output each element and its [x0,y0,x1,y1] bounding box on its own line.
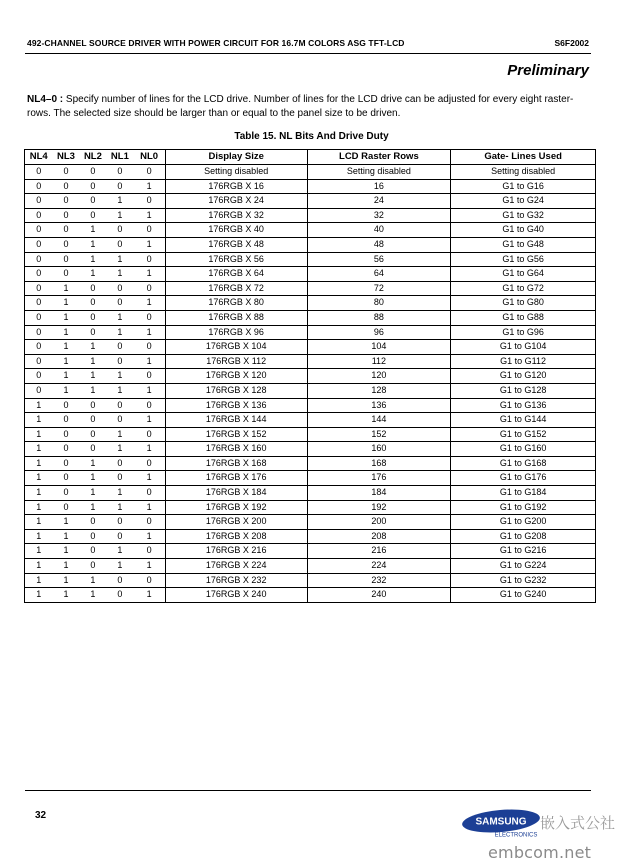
nl3-cell: 0 [52,500,79,515]
gate-lines-cell: G1 to G24 [451,194,596,209]
raster-rows-cell: 32 [307,208,451,223]
nl4-cell: 1 [25,529,53,544]
raster-rows-cell: 96 [307,325,451,340]
nl4-cell: 0 [25,296,53,311]
col-header-nl4: NL4 [25,150,53,165]
gate-lines-cell: G1 to G208 [451,529,596,544]
nl3-cell: 1 [52,281,79,296]
raster-rows-cell: 144 [307,413,451,428]
table-row [25,194,596,209]
display-size-cell: 176RGB X 160 [165,442,307,457]
nl1-cell: 0 [106,237,133,252]
gate-lines-cell: G1 to G120 [451,369,596,384]
raster-rows-cell: 136 [307,398,451,413]
nl4-cell: 1 [25,427,53,442]
nl0-cell: 0 [133,310,165,325]
table-row [25,515,596,530]
nl3-cell: 1 [52,529,79,544]
table-row [25,369,596,384]
nl3-cell: 0 [52,486,79,501]
nl2-cell: 0 [79,398,106,413]
col-header-nl0: NL0 [133,150,165,165]
nl3-cell: 0 [52,179,79,194]
nl1-cell: 1 [106,427,133,442]
nl4-cell: 0 [25,369,53,384]
nl3-cell: 0 [52,194,79,209]
nl4-cell: 1 [25,486,53,501]
nl2-cell: 1 [79,340,106,355]
nl1-cell: 0 [106,354,133,369]
nl0-cell: 0 [133,165,165,180]
table-row [25,588,596,603]
nl2-cell: 0 [79,208,106,223]
nl4-cell: 1 [25,500,53,515]
display-size-cell: 176RGB X 32 [165,208,307,223]
nl3-cell: 1 [52,310,79,325]
nl4-cell: 0 [25,208,53,223]
gate-lines-cell: G1 to G184 [451,486,596,501]
table-row [25,296,596,311]
logo-subtext: ELECTRONICS [494,832,538,838]
nl1-cell: 1 [106,486,133,501]
table-row [25,442,596,457]
gate-lines-cell: Setting disabled [451,165,596,180]
samsung-logo [461,808,541,838]
display-size-cell: 176RGB X 144 [165,413,307,428]
display-size-cell: Setting disabled [165,165,307,180]
table-row [25,500,596,515]
nl3-cell: 0 [52,165,79,180]
nl1-cell: 0 [106,179,133,194]
col-header-raster-rows: LCD Raster Rows [307,150,451,165]
nl2-cell: 0 [79,194,106,209]
nl2-cell: 0 [79,515,106,530]
display-size-cell: 176RGB X 168 [165,456,307,471]
raster-rows-cell: Setting disabled [307,165,451,180]
nl4-cell: 1 [25,398,53,413]
raster-rows-cell: 56 [307,252,451,267]
header-divider [25,53,591,54]
table-row [25,383,596,398]
gate-lines-cell: G1 to G200 [451,515,596,530]
nl1-cell: 1 [106,442,133,457]
table-row [25,208,596,223]
raster-rows-cell: 64 [307,267,451,282]
part-number: S6F2002 [554,38,589,48]
gate-lines-cell: G1 to G88 [451,310,596,325]
nl1-cell: 1 [106,369,133,384]
nl3-cell: 0 [52,398,79,413]
gate-lines-cell: G1 to G48 [451,237,596,252]
gate-lines-cell: G1 to G136 [451,398,596,413]
nl4-cell: 0 [25,340,53,355]
nl3-cell: 1 [52,340,79,355]
nl0-cell: 0 [133,340,165,355]
nl1-cell: 1 [106,500,133,515]
raster-rows-cell: 232 [307,573,451,588]
nl4-cell: 1 [25,588,53,603]
display-size-cell: 176RGB X 56 [165,252,307,267]
table-row [25,179,596,194]
col-header-display-size: Display Size [165,150,307,165]
gate-lines-cell: G1 to G152 [451,427,596,442]
nl1-cell: 0 [106,471,133,486]
nl4-cell: 1 [25,471,53,486]
nl4-cell: 1 [25,573,53,588]
display-size-cell: 176RGB X 200 [165,515,307,530]
table-row [25,325,596,340]
display-size-cell: 176RGB X 24 [165,194,307,209]
nl0-cell: 1 [133,237,165,252]
gate-lines-cell: G1 to G176 [451,471,596,486]
nl3-cell: 1 [52,354,79,369]
raster-rows-cell: 120 [307,369,451,384]
display-size-cell: 176RGB X 192 [165,500,307,515]
nl1-cell: 0 [106,515,133,530]
nl3-cell: 0 [52,427,79,442]
display-size-cell: 176RGB X 216 [165,544,307,559]
nl0-cell: 0 [133,544,165,559]
nl3-cell: 1 [52,325,79,340]
gate-lines-cell: G1 to G80 [451,296,596,311]
display-size-cell: 176RGB X 64 [165,267,307,282]
nl4-cell: 1 [25,544,53,559]
nl0-cell: 0 [133,252,165,267]
nl4-cell: 0 [25,383,53,398]
intro-text: Specify number of lines for the LCD drive. Number of lines for the LCD drive can be adjusted for every eight raster-rows. The selected size should be larger than or equal to the panel size to be driven. [27,94,574,119]
nl0-cell: 1 [133,471,165,486]
nl2-cell: 1 [79,588,106,603]
display-size-cell: 176RGB X 224 [165,559,307,574]
nl1-cell: 1 [106,208,133,223]
nl2-cell: 0 [79,281,106,296]
raster-rows-cell: 200 [307,515,451,530]
display-size-cell: 176RGB X 48 [165,237,307,252]
gate-lines-cell: G1 to G168 [451,456,596,471]
gate-lines-cell: G1 to G104 [451,340,596,355]
raster-rows-cell: 216 [307,544,451,559]
nl2-cell: 0 [79,296,106,311]
footer-divider [25,790,591,791]
table-row [25,398,596,413]
nl2-cell: 0 [79,310,106,325]
display-size-cell: 176RGB X 152 [165,427,307,442]
table-row [25,223,596,238]
display-size-cell: 176RGB X 112 [165,354,307,369]
nl0-cell: 0 [133,573,165,588]
raster-rows-cell: 160 [307,442,451,457]
display-size-cell: 176RGB X 128 [165,383,307,398]
display-size-cell: 176RGB X 120 [165,369,307,384]
nl2-cell: 0 [79,325,106,340]
display-size-cell: 176RGB X 16 [165,179,307,194]
nl4-cell: 1 [25,515,53,530]
gate-lines-cell: G1 to G16 [451,179,596,194]
display-size-cell: 176RGB X 232 [165,573,307,588]
nl0-cell: 1 [133,208,165,223]
nl2-cell: 0 [79,413,106,428]
nl0-cell: 1 [133,267,165,282]
nl0-cell: 0 [133,515,165,530]
nl2-cell: 1 [79,573,106,588]
nl2-cell: 1 [79,267,106,282]
nl2-cell: 1 [79,486,106,501]
table-row [25,529,596,544]
nl2-cell: 0 [79,544,106,559]
nl3-cell: 1 [52,573,79,588]
nl1-cell: 1 [106,310,133,325]
table-row [25,267,596,282]
intro-label: NL4–0 : [27,94,64,105]
nl0-cell: 0 [133,281,165,296]
page-number: 32 [35,810,47,821]
raster-rows-cell: 24 [307,194,451,209]
nl3-cell: 0 [52,208,79,223]
nl4-cell: 1 [25,413,53,428]
nl3-cell: 1 [52,369,79,384]
nl2-cell: 1 [79,252,106,267]
table-row [25,165,596,180]
nl1-cell: 0 [106,573,133,588]
table-row [25,237,596,252]
nl4-cell: 1 [25,456,53,471]
nl2-cell: 1 [79,500,106,515]
nl1-cell: 0 [106,529,133,544]
gate-lines-cell: G1 to G232 [451,573,596,588]
table-row [25,486,596,501]
gate-lines-cell: G1 to G216 [451,544,596,559]
col-header-nl1: NL1 [106,150,133,165]
raster-rows-cell: 88 [307,310,451,325]
nl4-cell: 0 [25,252,53,267]
gate-lines-cell: G1 to G144 [451,413,596,428]
col-header-nl3: NL3 [52,150,79,165]
table-row [25,427,596,442]
nl3-cell: 1 [52,588,79,603]
display-size-cell: 176RGB X 104 [165,340,307,355]
nl3-cell: 0 [52,471,79,486]
raster-rows-cell: 152 [307,427,451,442]
nl0-cell: 1 [133,529,165,544]
nl2-cell: 0 [79,559,106,574]
nl3-cell: 0 [52,267,79,282]
table-title: Table 15. NL Bits And Drive Duty [234,131,389,142]
nl1-cell: 1 [106,544,133,559]
table-header-row [25,150,596,165]
nl0-cell: 1 [133,383,165,398]
table-row [25,252,596,267]
nl3-cell: 1 [52,383,79,398]
raster-rows-cell: 48 [307,237,451,252]
preliminary-label: Preliminary [507,62,589,79]
nl0-cell: 1 [133,296,165,311]
nl3-cell: 0 [52,456,79,471]
nl0-cell: 0 [133,194,165,209]
nl1-cell: 1 [106,325,133,340]
raster-rows-cell: 112 [307,354,451,369]
table-row [25,471,596,486]
nl1-cell: 0 [106,340,133,355]
raster-rows-cell: 168 [307,456,451,471]
logo-text: SAMSUNG [475,816,527,828]
nl2-cell: 1 [79,471,106,486]
table-row [25,559,596,574]
nl0-cell: 0 [133,427,165,442]
display-size-cell: 176RGB X 80 [165,296,307,311]
nl2-cell: 1 [79,237,106,252]
col-header-gate-lines: Gate- Lines Used [451,150,596,165]
raster-rows-cell: 128 [307,383,451,398]
gate-lines-cell: G1 to G96 [451,325,596,340]
nl1-cell: 1 [106,559,133,574]
raster-rows-cell: 40 [307,223,451,238]
nl0-cell: 0 [133,456,165,471]
nl4-cell: 0 [25,194,53,209]
nl2-cell: 1 [79,383,106,398]
nl0-cell: 1 [133,325,165,340]
table-body [25,165,596,603]
intro-paragraph [27,93,593,121]
gate-lines-cell: G1 to G112 [451,354,596,369]
nl4-cell: 0 [25,325,53,340]
nl0-cell: 0 [133,398,165,413]
nl-bits-table [24,149,596,603]
nl1-cell: 0 [106,281,133,296]
nl1-cell: 1 [106,252,133,267]
gate-lines-cell: G1 to G128 [451,383,596,398]
nl0-cell: 1 [133,588,165,603]
nl4-cell: 0 [25,310,53,325]
nl1-cell: 0 [106,413,133,428]
watermark-url: embcom.net [488,843,592,862]
raster-rows-cell: 224 [307,559,451,574]
nl0-cell: 1 [133,559,165,574]
gate-lines-cell: G1 to G40 [451,223,596,238]
raster-rows-cell: 80 [307,296,451,311]
nl1-cell: 0 [106,296,133,311]
table-row [25,281,596,296]
nl2-cell: 1 [79,369,106,384]
document-header-title: 492-CHANNEL SOURCE DRIVER WITH POWER CIRCUIT FOR 16.7M COLORS ASG TFT-LCD [27,38,405,48]
col-header-nl2: NL2 [79,150,106,165]
nl2-cell: 0 [79,165,106,180]
nl0-cell: 1 [133,354,165,369]
nl1-cell: 0 [106,588,133,603]
nl1-cell: 0 [106,398,133,413]
nl1-cell: 1 [106,267,133,282]
gate-lines-cell: G1 to G56 [451,252,596,267]
table-row [25,544,596,559]
gate-lines-cell: G1 to G192 [451,500,596,515]
table-row [25,573,596,588]
nl2-cell: 1 [79,223,106,238]
nl2-cell: 0 [79,427,106,442]
display-size-cell: 176RGB X 184 [165,486,307,501]
gate-lines-cell: G1 to G224 [451,559,596,574]
nl4-cell: 0 [25,237,53,252]
display-size-cell: 176RGB X 96 [165,325,307,340]
nl0-cell: 1 [133,413,165,428]
display-size-cell: 176RGB X 72 [165,281,307,296]
table-row [25,340,596,355]
nl4-cell: 0 [25,281,53,296]
nl3-cell: 0 [52,252,79,267]
raster-rows-cell: 104 [307,340,451,355]
nl4-cell: 0 [25,165,53,180]
raster-rows-cell: 72 [307,281,451,296]
nl0-cell: 0 [133,486,165,501]
table-row [25,413,596,428]
nl3-cell: 0 [52,442,79,457]
display-size-cell: 176RGB X 136 [165,398,307,413]
nl3-cell: 1 [52,544,79,559]
nl4-cell: 0 [25,223,53,238]
nl0-cell: 0 [133,369,165,384]
display-size-cell: 176RGB X 240 [165,588,307,603]
table-row [25,456,596,471]
display-size-cell: 176RGB X 88 [165,310,307,325]
nl3-cell: 0 [52,223,79,238]
nl4-cell: 1 [25,442,53,457]
display-size-cell: 176RGB X 208 [165,529,307,544]
nl0-cell: 0 [133,223,165,238]
gate-lines-cell: G1 to G72 [451,281,596,296]
raster-rows-cell: 184 [307,486,451,501]
nl3-cell: 0 [52,237,79,252]
nl2-cell: 0 [79,529,106,544]
nl1-cell: 0 [106,223,133,238]
watermark-cjk: 嵌入式公社 [540,814,616,832]
nl4-cell: 0 [25,354,53,369]
display-size-cell: 176RGB X 40 [165,223,307,238]
nl2-cell: 1 [79,354,106,369]
table-row [25,310,596,325]
gate-lines-cell: G1 to G240 [451,588,596,603]
nl1-cell: 1 [106,383,133,398]
nl0-cell: 1 [133,179,165,194]
nl4-cell: 0 [25,267,53,282]
nl1-cell: 1 [106,194,133,209]
nl4-cell: 0 [25,179,53,194]
gate-lines-cell: G1 to G64 [451,267,596,282]
nl2-cell: 0 [79,442,106,457]
raster-rows-cell: 240 [307,588,451,603]
nl3-cell: 1 [52,559,79,574]
nl0-cell: 1 [133,442,165,457]
nl2-cell: 1 [79,456,106,471]
table-row [25,354,596,369]
raster-rows-cell: 192 [307,500,451,515]
nl2-cell: 0 [79,179,106,194]
nl4-cell: 1 [25,559,53,574]
raster-rows-cell: 176 [307,471,451,486]
nl1-cell: 0 [106,456,133,471]
raster-rows-cell: 208 [307,529,451,544]
nl3-cell: 1 [52,515,79,530]
raster-rows-cell: 16 [307,179,451,194]
nl1-cell: 0 [106,165,133,180]
nl3-cell: 1 [52,296,79,311]
display-size-cell: 176RGB X 176 [165,471,307,486]
nl3-cell: 0 [52,413,79,428]
gate-lines-cell: G1 to G32 [451,208,596,223]
nl0-cell: 1 [133,500,165,515]
gate-lines-cell: G1 to G160 [451,442,596,457]
